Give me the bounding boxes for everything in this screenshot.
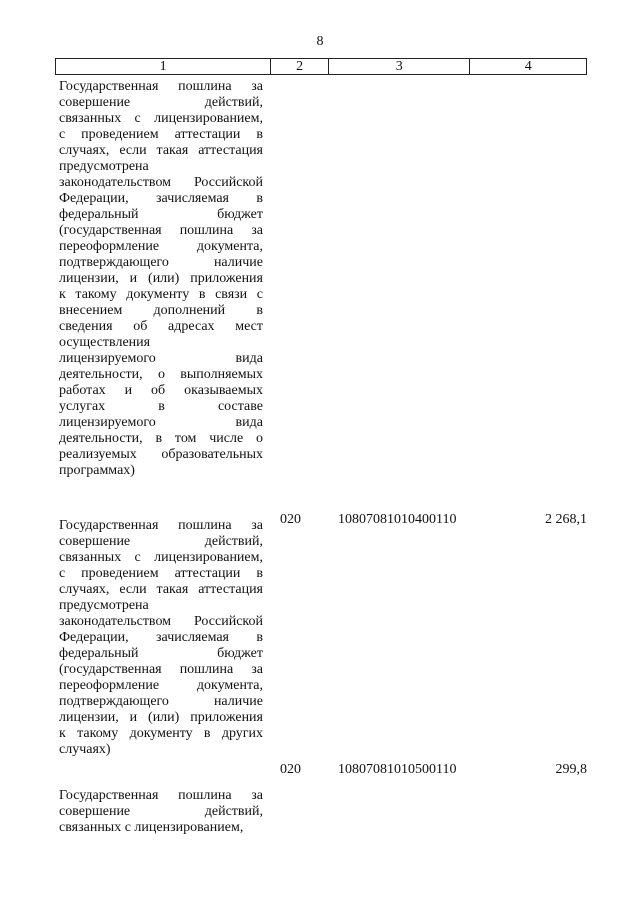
description-line: переоформление документа, [59,678,263,693]
table-header-row [55,58,587,75]
description-line: подтверждающего наличие [59,694,263,709]
description-line: программах) [59,463,135,478]
description-line: с проведением аттестации в [59,127,263,142]
table-row [55,79,587,527]
description-line: (государственная пошлина за [59,662,263,677]
description-line: лицензии, и (или) приложения [59,710,263,725]
description-line: услугах в составе [59,399,263,414]
description-line: законодательством Российской [59,614,263,629]
description-line: деятельности, о выполняемых [59,367,263,382]
row-description [59,79,263,479]
description-line: совершение действий, [59,534,263,549]
header-col-1: 1 [159,59,167,74]
description-line: лицензируемого вида [59,415,263,430]
description-line: подтверждающего наличие [59,255,263,270]
header-col-4: 4 [469,59,586,74]
revenue-table [55,58,587,835]
description-line: Федерации, зачисляемая в [59,191,263,206]
description-line: работах и об оказываемых [59,383,263,398]
description-line: предусмотрена [59,598,149,613]
description-line: осуществления [59,335,151,350]
kbk-code: 10807081010400110 [338,512,457,527]
row-description [59,518,263,758]
description-line: Федерации, зачисляемая в [59,630,263,645]
header-col-3: 3 [328,59,469,74]
description-line: случаях, если такая аттестация [59,582,263,597]
description-line: Государственная пошлина за [59,518,263,533]
description-line: внесением дополнений в [59,303,263,318]
description-line: (государственная пошлина за [59,223,263,238]
description-line: Государственная пошлина за [59,788,263,803]
description-line: реализуемых образовательных [59,447,263,462]
description-line: случаях) [59,742,111,757]
page-number: 8 [316,34,324,49]
amount: 299,8 [555,762,587,777]
table-row [55,788,587,848]
description-line: совершение действий, [59,95,263,110]
description-line: к такому документу в других [59,726,263,741]
admin-code: 020 [280,762,301,777]
description-line: федеральный бюджет [59,207,263,222]
description-line: совершение действий, [59,804,263,819]
description-line: законодательством Российской [59,175,263,190]
description-line: к такому документу в связи с [59,287,263,302]
description-line: Государственная пошлина за [59,79,263,94]
description-line: сведения об адресах мест [59,319,263,334]
description-line: случаях, если такая аттестация [59,143,263,158]
description-line: связанных с лицензированием, [59,111,263,126]
description-line: деятельности, в том числе о [59,431,263,446]
kbk-code: 10807081010500110 [338,762,457,777]
description-line: с проведением аттестации в [59,566,263,581]
admin-code: 020 [280,512,301,527]
description-line: лицензируемого вида [59,351,263,366]
description-line: связанных с лицензированием, [59,820,244,835]
table-row [55,518,587,778]
description-line: предусмотрена [59,159,149,174]
header-col-2: 2 [270,59,328,74]
description-line: федеральный бюджет [59,646,263,661]
description-line: лицензии, и (или) приложения [59,271,263,286]
amount: 2 268,1 [545,512,587,527]
row-description [59,788,263,836]
description-line: связанных с лицензированием, [59,550,263,565]
description-line: переоформление документа, [59,239,263,254]
